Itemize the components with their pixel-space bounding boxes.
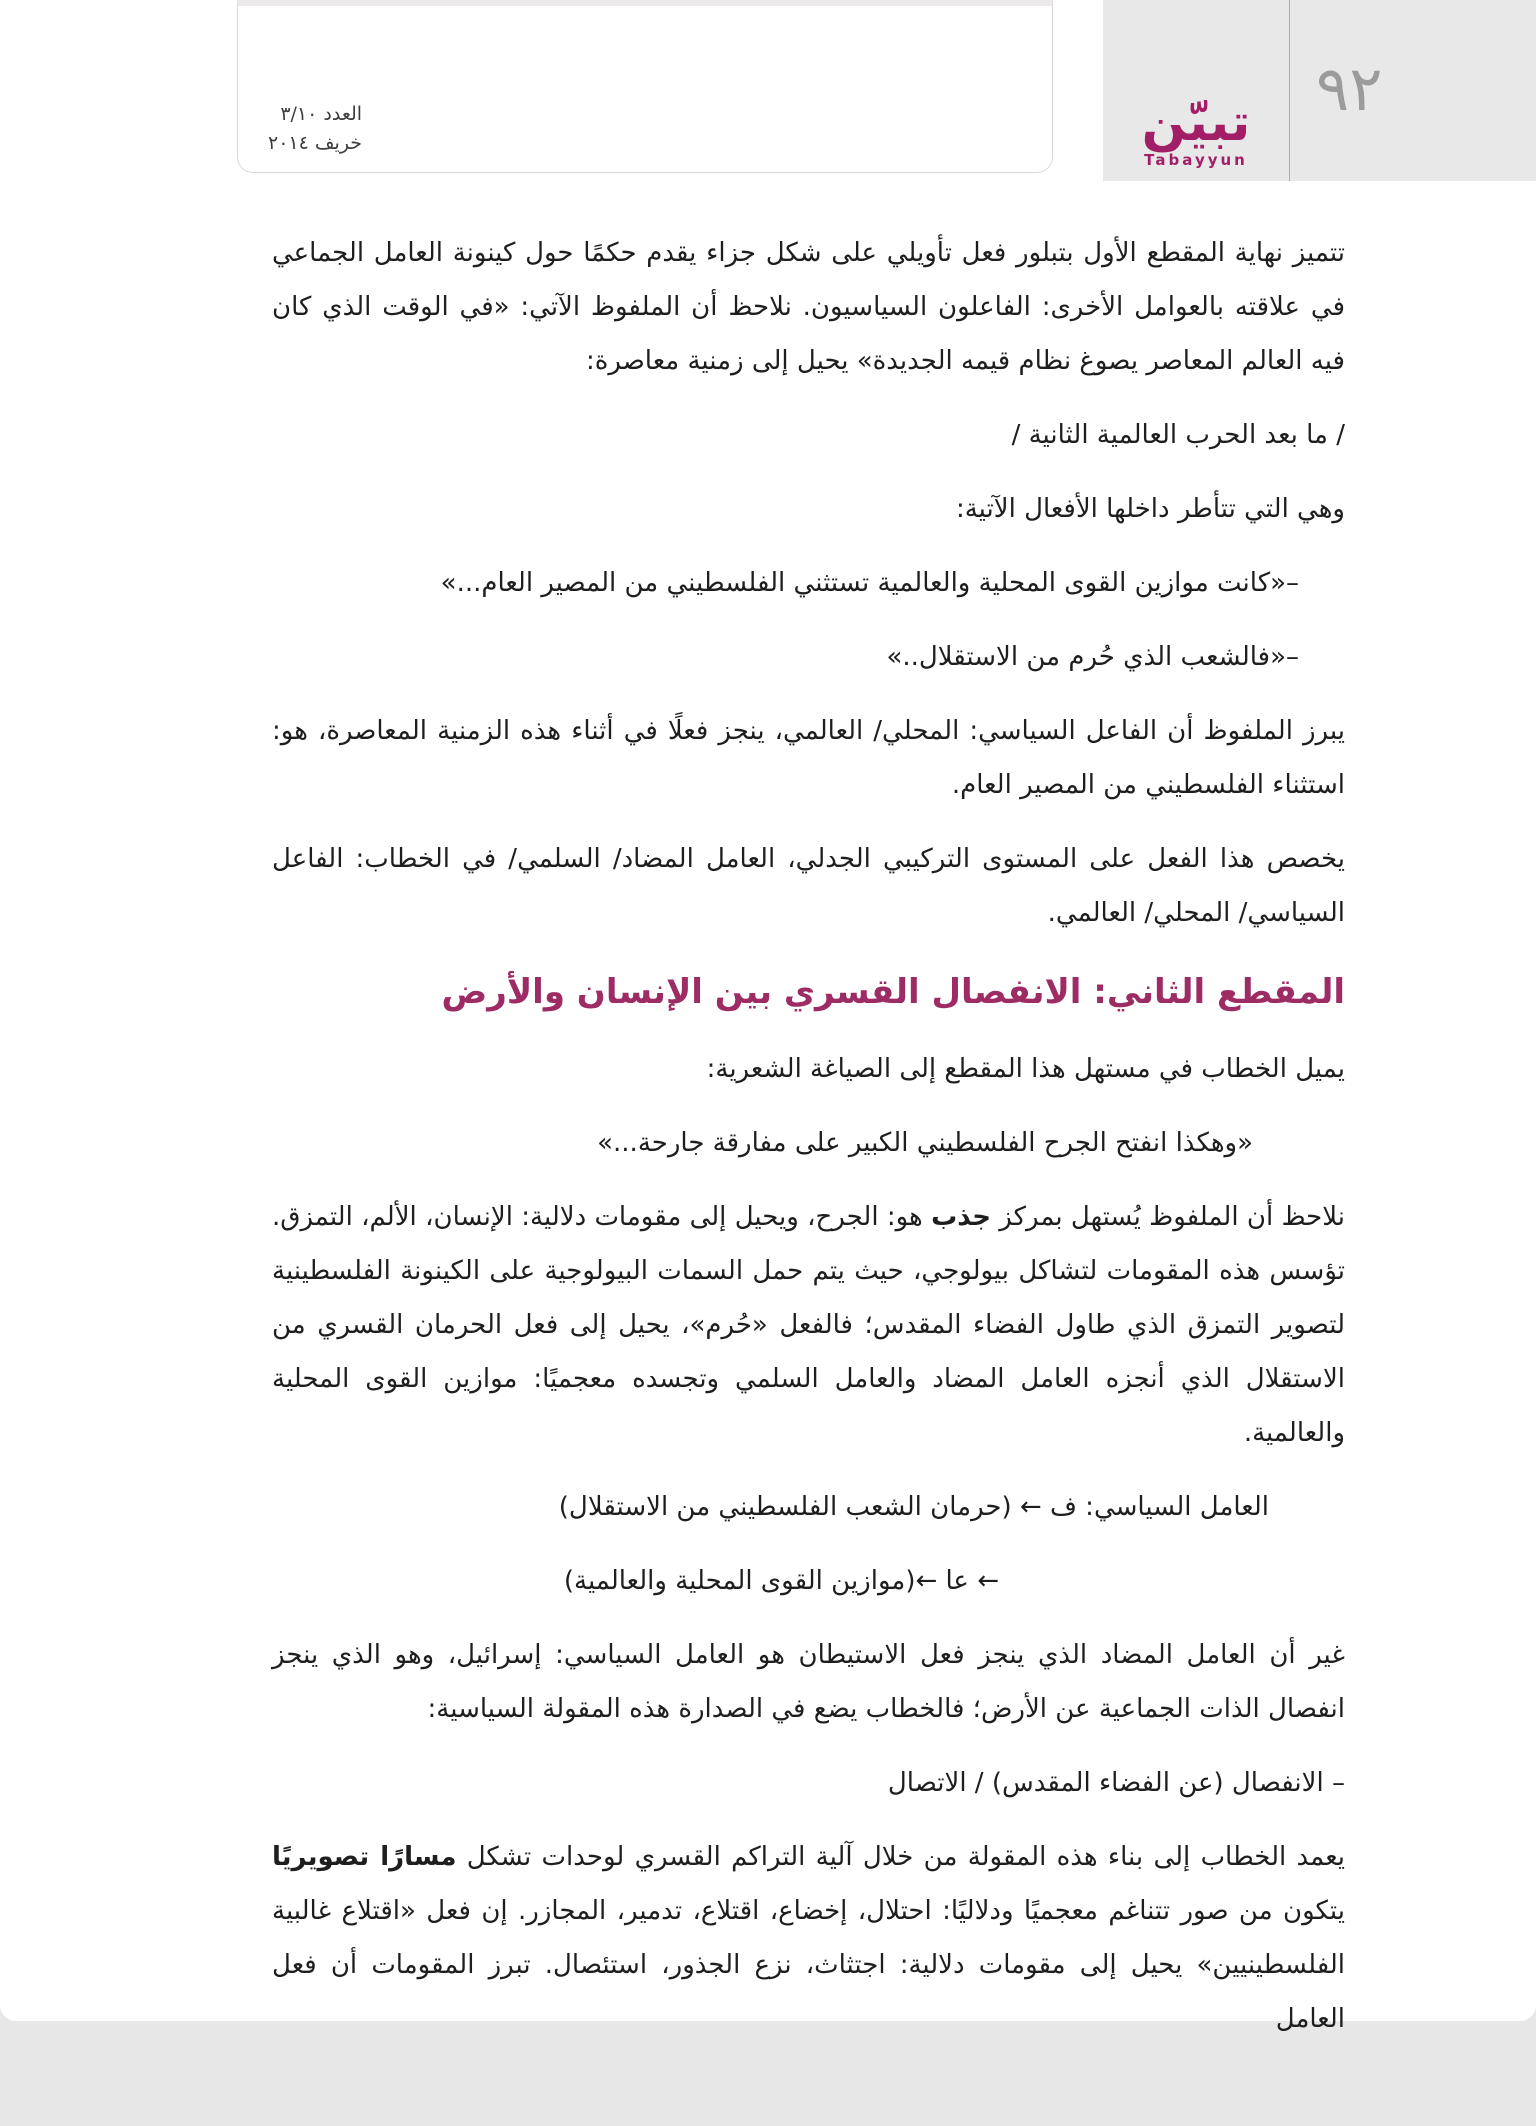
tabayyun-logo-latin: Tabayyun xyxy=(1144,151,1248,169)
formula-line xyxy=(272,1480,1345,1534)
text-run: «وهكذا انفتح الجرح الفلسطيني الكبير على مفارقة جارحة...» xyxy=(597,1128,1253,1158)
text-run: المقطع الثاني: الانفصال القسري بين الإنسان والأرض xyxy=(441,972,1345,1012)
text-run: غير أن العامل المضاد الذي ينجز فعل الاستيطان هو العامل السياسي: إسرائيل، وهو الذي ينجز انفصال الذات الجماعية عن الأرض؛ فالخطاب يضع في الصدارة هذه المقولة السياسية: xyxy=(272,1640,1345,1724)
text-run: يبرز الملفوظ أن الفاعل السياسي: المحلي/ العالمي، ينجز فعلًا في أثناء هذه الزمنية المعاصرة، هو: استثناء الفلسطيني من المصير العام. xyxy=(272,716,1345,800)
article-line xyxy=(272,408,1345,462)
emphasized-text: جذب xyxy=(931,1202,991,1232)
text-run: –«كانت موازين القوى المحلية والعالمية تستثني الفلسطيني من المصير العام...» xyxy=(440,568,1299,598)
issue-info-box xyxy=(237,0,1053,173)
text-run: يميل الخطاب في مستهل هذا المقطع إلى الصياغة الشعرية: xyxy=(706,1054,1345,1084)
text-run: ← عا ←(موازين القوى المحلية والعالمية) xyxy=(563,1566,999,1596)
text-run: تتميز نهاية المقطع الأول بتبلور فعل تأويلي على شكل جزاء يقدم حكمًا حول كينونة العامل الجماعي في علاقته بالعوامل الأخرى: الفاعلون السياسيون. نلاحظ أن الملفوظ الآتي: «في الوقت الذي كان فيه العالم المعاصر يصوغ نظام قيمه الجديدة» يحيل إلى زمنية معاصرة: xyxy=(272,238,1345,376)
text-run: نلاحظ أن الملفوظ يُستهل بمركز xyxy=(990,1202,1346,1232)
paragraph xyxy=(272,704,1345,812)
page-number-box xyxy=(1289,0,1536,181)
article-body xyxy=(272,226,1345,2066)
quote-line xyxy=(272,556,1345,610)
tabayyun-logo-arabic: تبيّن xyxy=(1141,93,1251,154)
paragraph xyxy=(272,226,1345,388)
issue-season-label: خريف ٢٠١٤ xyxy=(268,132,363,154)
article-line xyxy=(272,1042,1345,1096)
text-run: – الانفصال (عن الفضاء المقدس) / الاتصال xyxy=(887,1768,1345,1798)
issue-info xyxy=(268,100,362,158)
text-run: وهي التي تتأطر داخلها الأفعال الآتية: xyxy=(955,494,1345,524)
text-run: –«فالشعب الذي حُرم من الاستقلال..» xyxy=(886,642,1299,672)
text-run: يعمد الخطاب إلى بناء هذه المقولة من خلال آلية التراكم القسري لوحدات تشكل xyxy=(456,1842,1345,1872)
article-line xyxy=(272,1756,1345,1810)
journal-logo-box xyxy=(1103,0,1289,181)
page-number: ٩٢ xyxy=(1316,52,1383,125)
paragraph xyxy=(272,1190,1345,1460)
issue-number-label: العدد ٣/١٠ xyxy=(280,103,363,125)
paragraph xyxy=(272,1628,1345,1736)
paragraph xyxy=(272,832,1345,940)
text-run: / ما بعد الحرب العالمية الثانية / xyxy=(1011,420,1345,450)
quote-line xyxy=(272,1116,1345,1170)
formula-line xyxy=(272,1554,1345,1608)
text-run: يتكون من صور تتناغم معجميًا ودلاليًا: احتلال، إخضاع، اقتلاع، تدمير، المجازر. إن فعل «اقتلاع غالبية الفلسطينيين» يحيل إلى مقومات دلالية: اجتثاث، نزع الجذور، استئصال. تبرز المقومات أن فعل العامل xyxy=(272,1896,1345,2034)
section-heading xyxy=(272,964,1345,1020)
paragraph xyxy=(272,1830,1345,2046)
emphasized-text: مسارًا تصويريًا xyxy=(272,1842,457,1872)
quote-line xyxy=(272,630,1345,684)
text-run: يخصص هذا الفعل على المستوى التركيبي الجدلي، العامل المضاد/ السلمي/ في الخطاب: الفاعل السياسي/ المحلي/ العالمي. xyxy=(272,844,1345,928)
text-run: هو: الجرح، ويحيل إلى مقومات دلالية: الإنسان، الألم، التمزق. تؤسس هذه المقومات لتشاكل بيولوجي، حيث يتم حمل السمات البيولوجية على الكينونة الفلسطينية لتصوير التمزق الذي طاول الفضاء المقدس؛ فالفعل «حُرم»، يحيل إلى فعل الحرمان القسري من الاستقلال الذي أنجزه العامل المضاد والعامل السلمي وتجسده معجميًا: موازين القوى المحلية والعالمية. xyxy=(272,1202,1345,1448)
text-run: العامل السياسي: ف ← (حرمان الشعب الفلسطيني من الاستقلال) xyxy=(558,1492,1269,1522)
article-line xyxy=(272,482,1345,536)
